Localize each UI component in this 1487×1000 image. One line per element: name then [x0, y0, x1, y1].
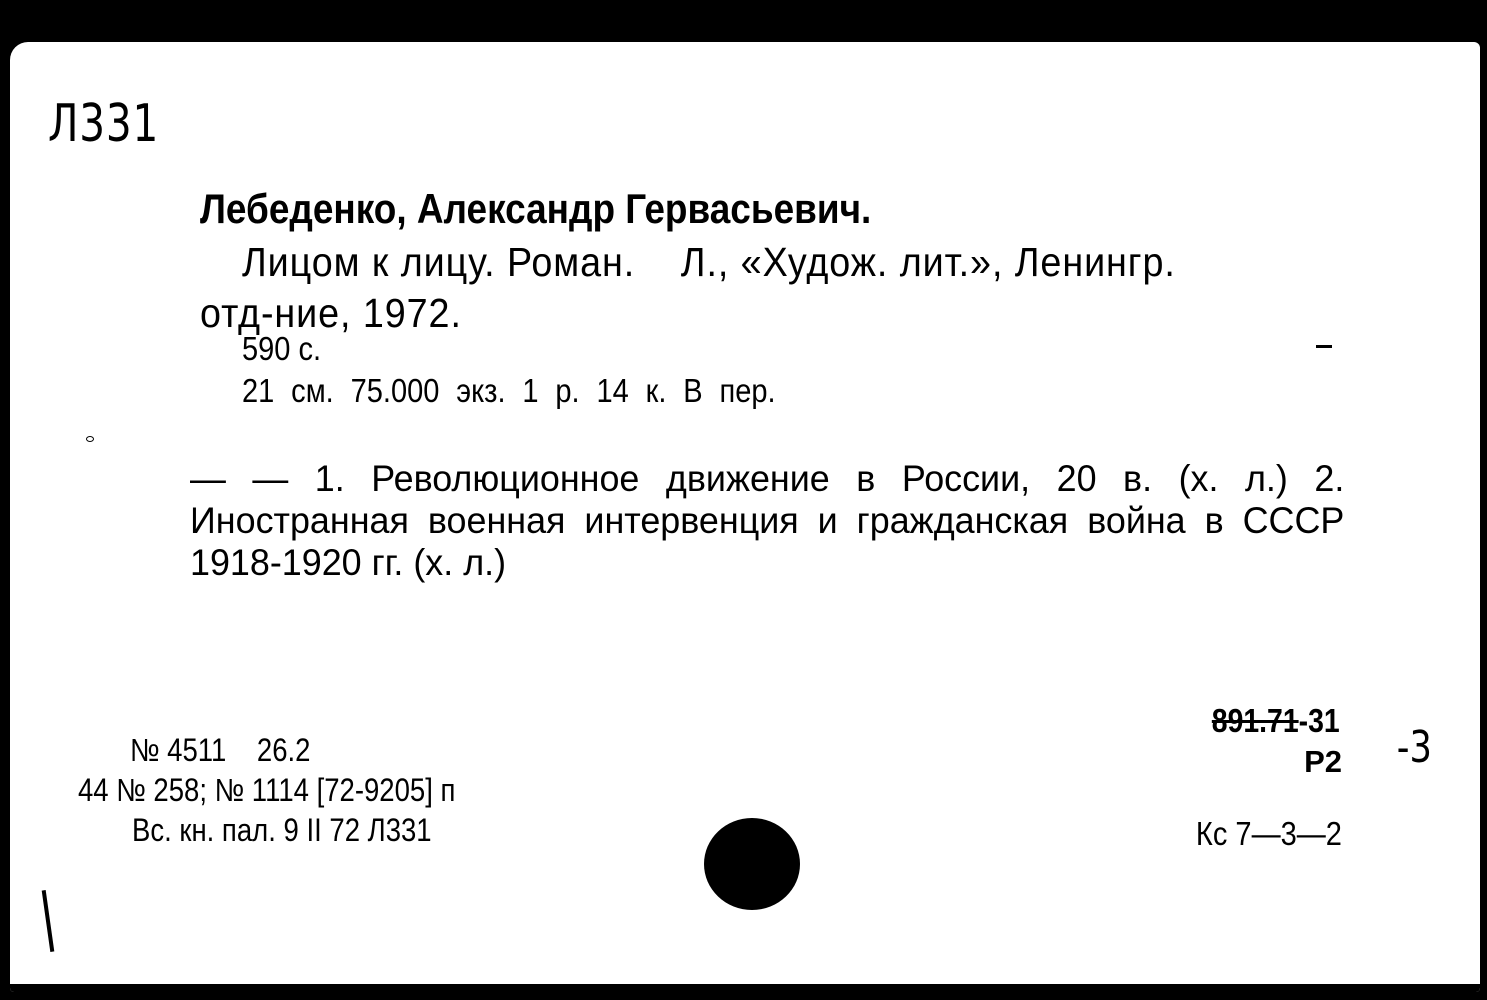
margin-stroke [42, 890, 55, 952]
classification-suffix: -31 [1298, 702, 1340, 739]
title-line-1: Лицом к лицу. Роман. Л., «Худож. лит.», Ленингр. [242, 239, 1176, 285]
footer-line-2: 44 № 258; № 1114 [72-9205] п [78, 772, 456, 808]
classification-number [1212, 702, 1340, 740]
classification-code: Р2 [1304, 744, 1342, 779]
author-heading: Лебеденко, Александр Гервасьевич. [200, 185, 872, 232]
footer-line-3: Вс. кн. пал. 9 II 72 Л331 [132, 812, 432, 848]
handwritten-classification: -3 [1396, 722, 1432, 773]
punch-hole [704, 818, 800, 910]
ks-code: Кс 7—3—2 [1195, 815, 1342, 852]
physical-description: 21 см. 75.000 экз. 1 р. 14 к. В пер. [242, 372, 776, 409]
catalog-card [10, 42, 1480, 992]
subject-headings: — — 1. Революционное движение в России, 20 в. (х. л.) 2. Иностранная военная интервенция и гражданская война в СССР 1918-1920 гг. (х. л.) [190, 458, 1345, 583]
dash-mark [1316, 345, 1332, 348]
handwritten-shelfmark: Л331 [48, 94, 160, 154]
title-line-2: отд-ние, 1972. [200, 290, 462, 336]
speck-mark [86, 436, 94, 442]
card-bottom-edge [10, 984, 1480, 992]
struck-classification: 891.71 [1212, 702, 1299, 739]
page-count: 590 с. [242, 330, 322, 367]
footer-line-1: № 4511 26.2 [130, 732, 311, 768]
